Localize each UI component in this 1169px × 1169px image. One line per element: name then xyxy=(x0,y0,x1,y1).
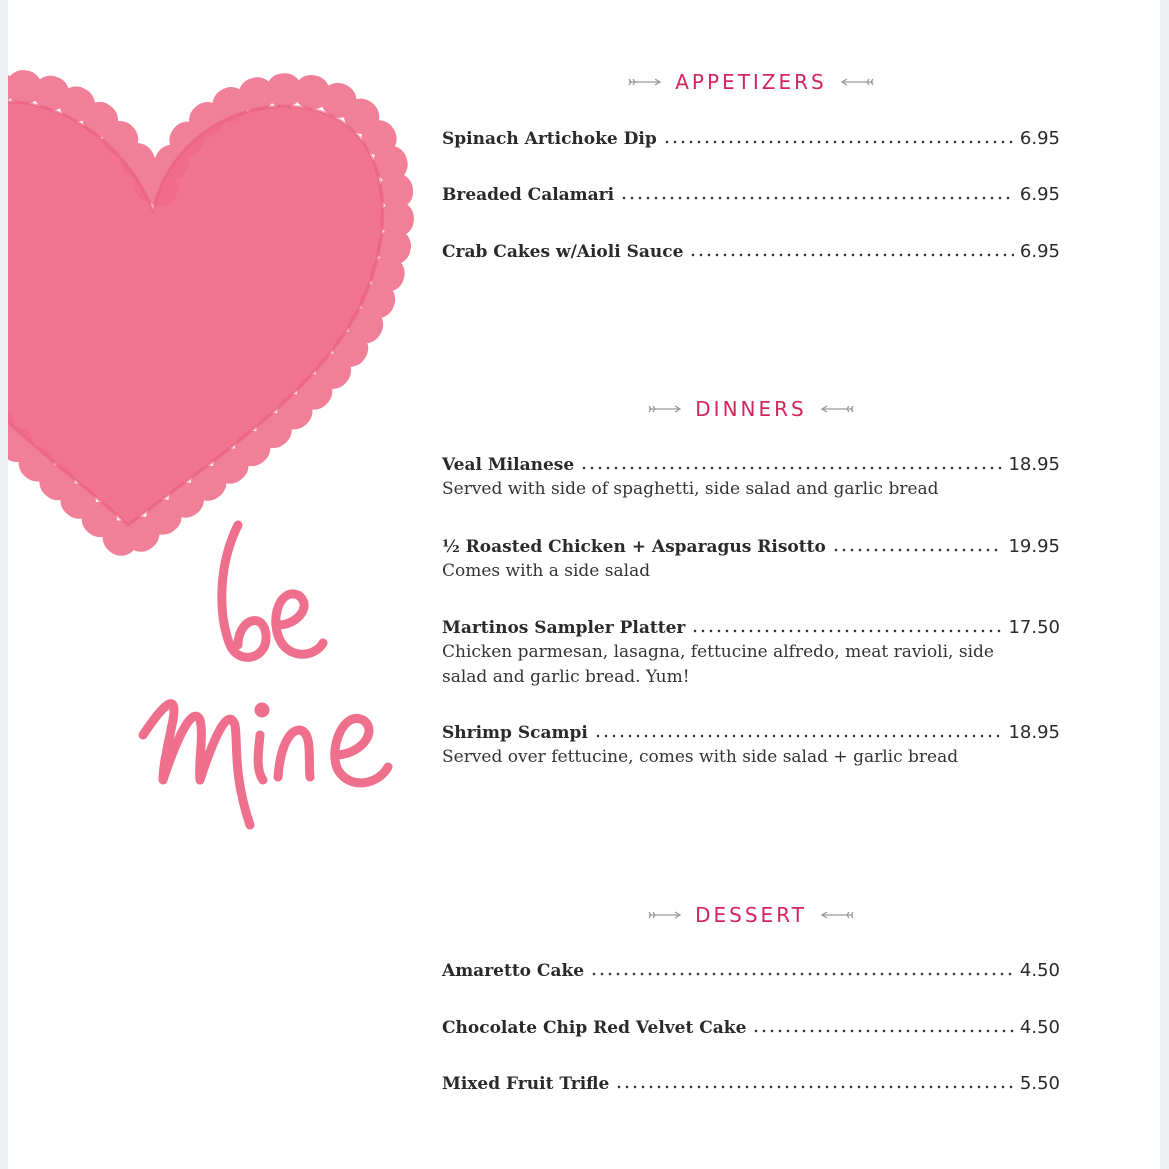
dot-leader xyxy=(689,253,1014,257)
arrow-left-icon xyxy=(819,910,855,920)
item-name: Spinach Artichoke Dip xyxy=(442,129,657,149)
item-name: Mixed Fruit Trifle xyxy=(442,1074,610,1094)
item-name: Veal Milanese xyxy=(442,455,575,475)
item-price: 4.50 xyxy=(1019,1017,1060,1038)
menu-item xyxy=(442,1017,1060,1038)
section-label: APPETIZERS xyxy=(675,70,827,94)
arrow-right-icon xyxy=(647,404,683,414)
item-name: Crab Cakes w/Aioli Sauce xyxy=(442,242,684,262)
menu-page xyxy=(8,0,1160,1169)
item-description: Served over fettucine, comes with side salad + garlic bread xyxy=(442,747,959,767)
menu-item xyxy=(442,241,1060,262)
be-mine-script xyxy=(138,505,408,845)
item-name: Chocolate Chip Red Velvet Cake xyxy=(442,1018,747,1038)
item-price: 6.95 xyxy=(1019,128,1060,149)
section-title-dessert xyxy=(442,903,1060,927)
section-label: DINNERS xyxy=(695,397,807,421)
dot-leader xyxy=(620,196,1014,200)
item-price: 18.95 xyxy=(1008,454,1060,475)
section-title-dinners xyxy=(442,397,1060,421)
menu-item xyxy=(442,722,1060,770)
dot-leader xyxy=(615,1085,1014,1089)
dot-leader xyxy=(752,1029,1014,1033)
item-name: Amaretto Cake xyxy=(442,961,585,981)
item-name: Breaded Calamari xyxy=(442,185,615,205)
menu-item xyxy=(442,1073,1060,1094)
heart-shape xyxy=(8,102,383,525)
item-price: 6.95 xyxy=(1019,184,1060,205)
item-price: 17.50 xyxy=(1008,617,1060,638)
menu-item xyxy=(442,184,1060,205)
section-title-appetizers xyxy=(442,70,1060,94)
item-price: 18.95 xyxy=(1008,722,1060,743)
item-price: 19.95 xyxy=(1008,536,1060,557)
item-description: Chicken parmesan, lasagna, fettucine alfredo, meat ravioli, side salad and garlic bread. Yum! xyxy=(442,642,994,687)
dot-leader xyxy=(594,734,1003,738)
menu-item xyxy=(442,617,1060,690)
item-price: 5.50 xyxy=(1019,1073,1060,1094)
arrow-left-icon xyxy=(839,77,875,87)
menu-item xyxy=(442,454,1060,502)
menu-item xyxy=(442,128,1060,149)
item-name: ½ Roasted Chicken + Asparagus Risotto xyxy=(442,537,826,557)
item-description: Served with side of spaghetti, side salad and garlic bread xyxy=(442,479,939,499)
section-label: DESSERT xyxy=(695,903,807,927)
dot-leader xyxy=(832,548,1003,552)
dot-leader xyxy=(663,140,1014,144)
arrow-right-icon xyxy=(647,910,683,920)
item-name: Martinos Sampler Platter xyxy=(442,618,686,638)
arrow-left-icon xyxy=(819,404,855,414)
dot-leader xyxy=(691,629,1002,633)
menu-item xyxy=(442,960,1060,981)
item-description: Comes with a side salad xyxy=(442,561,651,581)
dot-leader xyxy=(580,466,1002,470)
item-price: 6.95 xyxy=(1019,241,1060,262)
item-price: 4.50 xyxy=(1019,960,1060,981)
dot-leader xyxy=(590,972,1014,976)
menu-item xyxy=(442,536,1060,584)
item-name: Shrimp Scampi xyxy=(442,723,588,743)
arrow-right-icon xyxy=(627,77,663,87)
